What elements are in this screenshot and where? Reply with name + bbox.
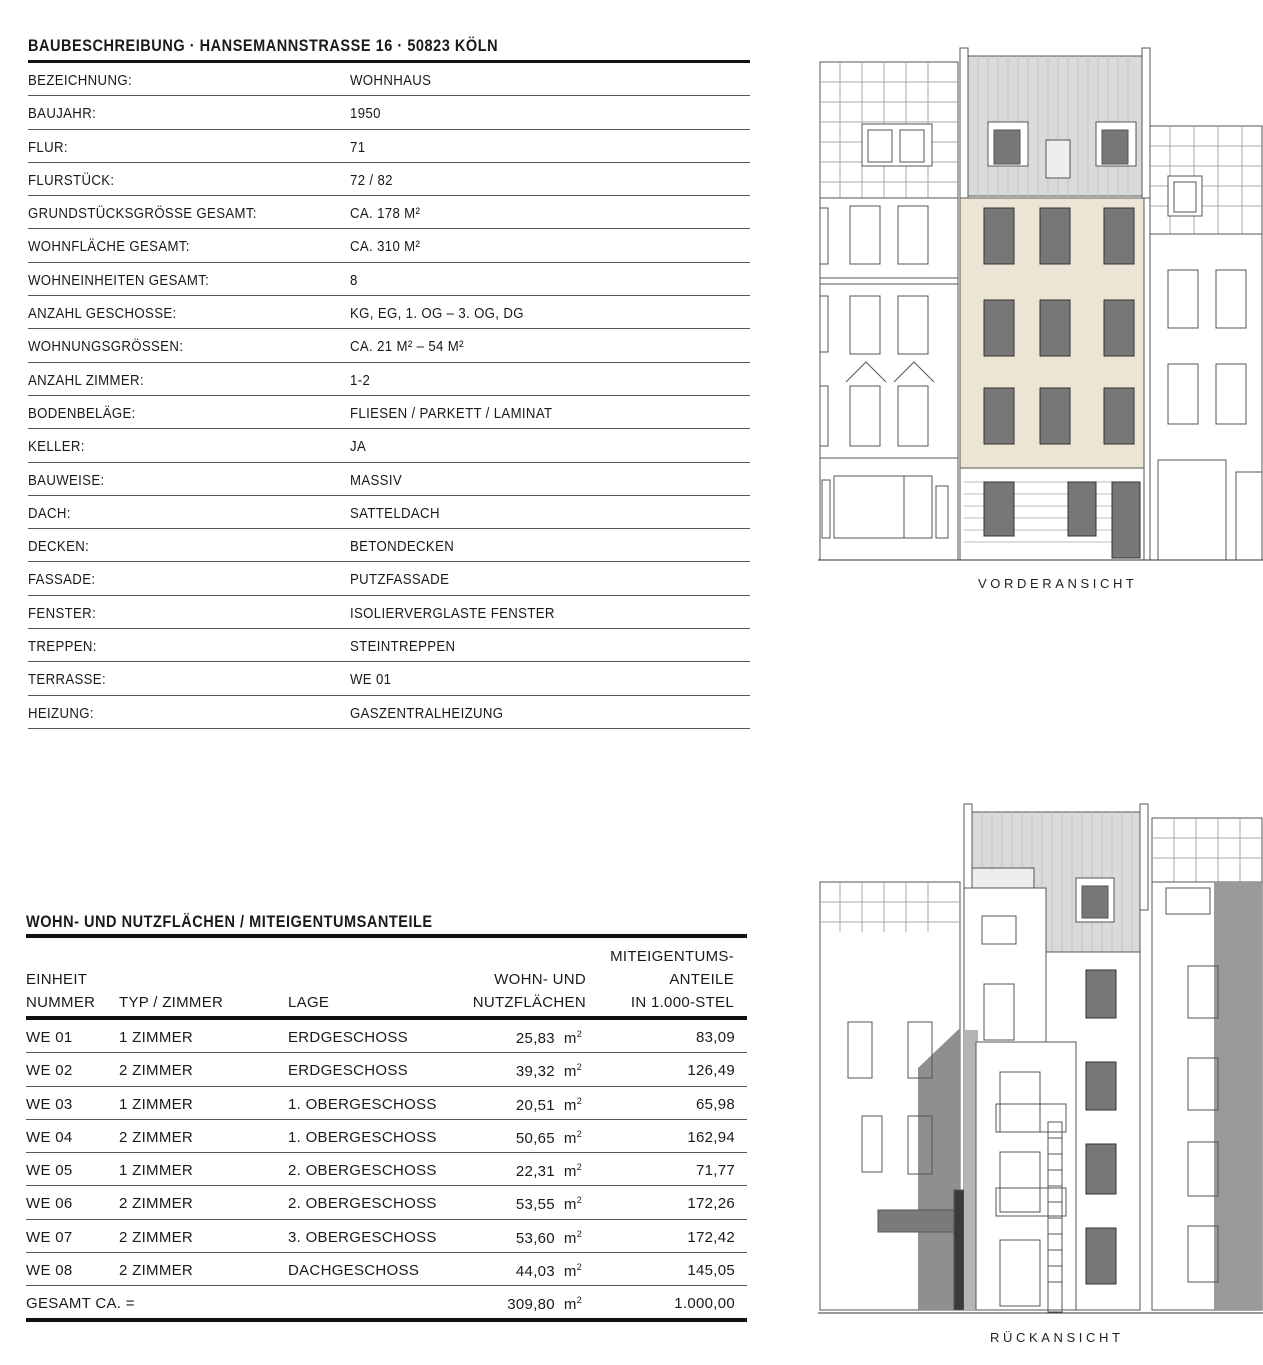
unit-number: WE 03 <box>26 1095 73 1113</box>
specification-list <box>28 63 750 729</box>
unit-number: WE 01 <box>26 1029 73 1046</box>
unit-number: WE 07 <box>26 1228 73 1246</box>
specification-row <box>28 96 750 129</box>
total-share: 1.000,00 <box>674 1295 735 1313</box>
specification-value: CA. 21 M² – 54 M² <box>350 338 464 356</box>
specification-label: GRUNDSTÜCKSGRÖSSE GESAMT: <box>28 205 257 223</box>
specification-value: SATTELDACH <box>350 504 440 522</box>
header-share-2: ANTEILE <box>669 971 734 988</box>
right-neighbor-building <box>1152 818 1262 1310</box>
specification-value: ISOLIERVERGLASTE FENSTER <box>350 604 555 622</box>
specification-value: 1-2 <box>350 371 371 389</box>
unit-share: 126,49 <box>687 1062 735 1080</box>
unit-share: 65,98 <box>695 1095 735 1113</box>
unit-share: 83,09 <box>695 1029 735 1046</box>
main-building <box>960 48 1150 560</box>
specification-row <box>28 596 750 629</box>
unit-location: 1. OBERGESCHOSS <box>288 1128 437 1146</box>
unit-area: 50,65 $m^2$ <box>515 1128 582 1147</box>
total-label: GESAMT CA. = <box>26 1295 135 1313</box>
specification-row <box>28 629 750 662</box>
unit-number: WE 05 <box>26 1162 73 1180</box>
header-share-1: MITEIGENTUMS- <box>610 948 734 965</box>
specification-row <box>28 396 750 429</box>
total-row <box>26 1286 747 1322</box>
unit-area: 39,32 $m^2$ <box>515 1062 582 1081</box>
unit-number: WE 06 <box>26 1195 73 1213</box>
right-neighbor-building <box>1150 126 1262 560</box>
specification-row <box>28 263 750 296</box>
left-neighbor-building <box>820 882 968 1310</box>
unit-area: 53,60 $m^2$ <box>515 1228 582 1247</box>
specification-row <box>28 696 750 729</box>
specification-row <box>28 329 750 362</box>
unit-share: 71,77 <box>695 1162 735 1180</box>
unit-type: 1 ZIMMER <box>119 1095 194 1113</box>
specification-value: FLIESEN / PARKETT / LAMINAT <box>350 404 553 422</box>
unit-type: 2 ZIMMER <box>119 1128 194 1146</box>
unit-area: 44,03 $m^2$ <box>515 1262 582 1281</box>
unit-number: WE 08 <box>26 1262 73 1280</box>
specification-row <box>28 63 750 96</box>
building-specification <box>28 34 750 729</box>
unit-type: 1 ZIMMER <box>119 1162 194 1180</box>
specification-value: 1950 <box>350 105 381 123</box>
rear-view-caption: RÜCKANSICHT <box>990 1330 1124 1345</box>
specification-value: 72 / 82 <box>350 171 393 189</box>
total-area: 309,80 $m^2$ <box>507 1295 582 1314</box>
specification-title: BAUBESCHREIBUNG · HANSEMANNSTRASSE 16 · 50823 KÖLN <box>28 37 499 55</box>
specification-value: CA. 310 M² <box>350 238 421 256</box>
unit-location: ERDGESCHOSS <box>288 1029 408 1046</box>
specification-label: TERRASSE: <box>28 671 106 689</box>
unit-type: 2 ZIMMER <box>119 1228 194 1246</box>
specification-label: FASSADE: <box>28 571 96 589</box>
specification-value: KG, EG, 1. OG – 3. OG, DG <box>350 305 524 323</box>
front-view-caption: VORDERANSICHT <box>978 576 1138 591</box>
specification-value: GASZENTRALHEIZUNG <box>350 704 504 722</box>
header-area-2: NUTZFLÄCHEN <box>472 994 586 1011</box>
specification-label: BEZEICHNUNG: <box>28 72 132 89</box>
table-row <box>26 1253 747 1286</box>
specification-value: BETONDECKEN <box>350 538 455 556</box>
specification-label: BAUWEISE: <box>28 471 105 489</box>
unit-area: 20,51 $m^2$ <box>515 1095 582 1114</box>
unit-type: 2 ZIMMER <box>119 1062 194 1080</box>
table-header <box>26 938 747 1020</box>
specification-label: FENSTER: <box>28 604 97 622</box>
unit-number: WE 04 <box>26 1128 73 1146</box>
unit-location: 2. OBERGESCHOSS <box>288 1195 437 1213</box>
specification-label: TREPPEN: <box>28 638 97 656</box>
header-share-3: IN 1.000-STEL <box>630 994 734 1011</box>
left-neighbor-building <box>820 62 958 560</box>
unit-share: 172,42 <box>687 1228 735 1246</box>
unit-share: 162,94 <box>687 1128 735 1146</box>
specification-row <box>28 662 750 695</box>
specification-label: WOHNUNGSGRÖSSEN: <box>28 338 184 356</box>
specification-label: WOHNFLÄCHE GESAMT: <box>28 238 190 256</box>
specification-row <box>28 463 750 496</box>
unit-location: DACHGESCHOSS <box>288 1262 420 1280</box>
rear-elevation-drawing <box>818 798 1263 1318</box>
unit-location: 1. OBERGESCHOSS <box>288 1095 437 1113</box>
specification-value: MASSIV <box>350 471 403 489</box>
specification-label: BODENBELÄGE: <box>28 404 136 422</box>
area-table-title: WOHN- UND NUTZFLÄCHEN / MITEIGENTUMSANTEILE <box>26 913 433 931</box>
specification-row <box>28 496 750 529</box>
table-body <box>26 1020 747 1286</box>
header-unit-1: EINHEIT <box>26 971 88 988</box>
specification-value: STEINTREPPEN <box>350 638 456 656</box>
specification-row <box>28 429 750 462</box>
unit-location: 3. OBERGESCHOSS <box>288 1228 437 1246</box>
table-row <box>26 1020 747 1053</box>
specification-value: PUTZFASSADE <box>350 571 450 589</box>
main-building <box>964 804 1148 1312</box>
header-location: LAGE <box>288 994 330 1011</box>
header-unit-2: NUMMER <box>26 994 96 1011</box>
unit-location: 2. OBERGESCHOSS <box>288 1162 437 1180</box>
table-row <box>26 1087 747 1120</box>
specification-row <box>28 229 750 262</box>
header-area-1: WOHN- UND <box>494 971 586 988</box>
area-table-section <box>26 910 747 1322</box>
header-type: TYP / ZIMMER <box>119 994 224 1011</box>
specification-row <box>28 163 750 196</box>
specification-row <box>28 562 750 595</box>
table-row <box>26 1220 747 1253</box>
specification-row <box>28 296 750 329</box>
specification-label: ANZAHL ZIMMER: <box>28 371 144 389</box>
specification-label: KELLER: <box>28 438 85 456</box>
table-row <box>26 1053 747 1086</box>
unit-location: ERDGESCHOSS <box>288 1062 408 1080</box>
specification-value: JA <box>350 438 367 456</box>
unit-type: 2 ZIMMER <box>119 1195 194 1213</box>
table-row <box>26 1153 747 1186</box>
unit-share: 145,05 <box>687 1262 735 1280</box>
specification-label: DACH: <box>28 504 71 522</box>
specification-row <box>28 196 750 229</box>
specification-label: ANZAHL GESCHOSSE: <box>28 305 177 323</box>
specification-value: WE 01 <box>350 671 392 689</box>
specification-value: 8 <box>350 271 358 289</box>
specification-label: FLUR: <box>28 138 68 156</box>
unit-area: 25,83 $m^2$ <box>515 1029 582 1047</box>
specification-value: CA. 178 M² <box>350 205 421 223</box>
unit-type: 2 ZIMMER <box>119 1262 194 1280</box>
table-row <box>26 1186 747 1219</box>
specification-label: BAUJAHR: <box>28 105 97 123</box>
front-elevation-drawing <box>818 42 1263 562</box>
unit-type: 1 ZIMMER <box>119 1029 194 1046</box>
specification-label: DECKEN: <box>28 538 90 556</box>
specification-row <box>28 363 750 396</box>
table-row <box>26 1120 747 1153</box>
unit-share: 172,26 <box>687 1195 735 1213</box>
specification-label: FLURSTÜCK: <box>28 171 115 189</box>
specification-label: HEIZUNG: <box>28 704 94 722</box>
specification-row <box>28 529 750 562</box>
specification-value: 71 <box>350 138 366 156</box>
unit-area: 22,31 $m^2$ <box>515 1162 582 1181</box>
specification-row <box>28 130 750 163</box>
specification-label: WOHNEINHEITEN GESAMT: <box>28 271 210 289</box>
unit-area: 53,55 $m^2$ <box>515 1195 582 1214</box>
unit-number: WE 02 <box>26 1062 73 1080</box>
specification-value: WOHNHAUS <box>350 72 432 89</box>
